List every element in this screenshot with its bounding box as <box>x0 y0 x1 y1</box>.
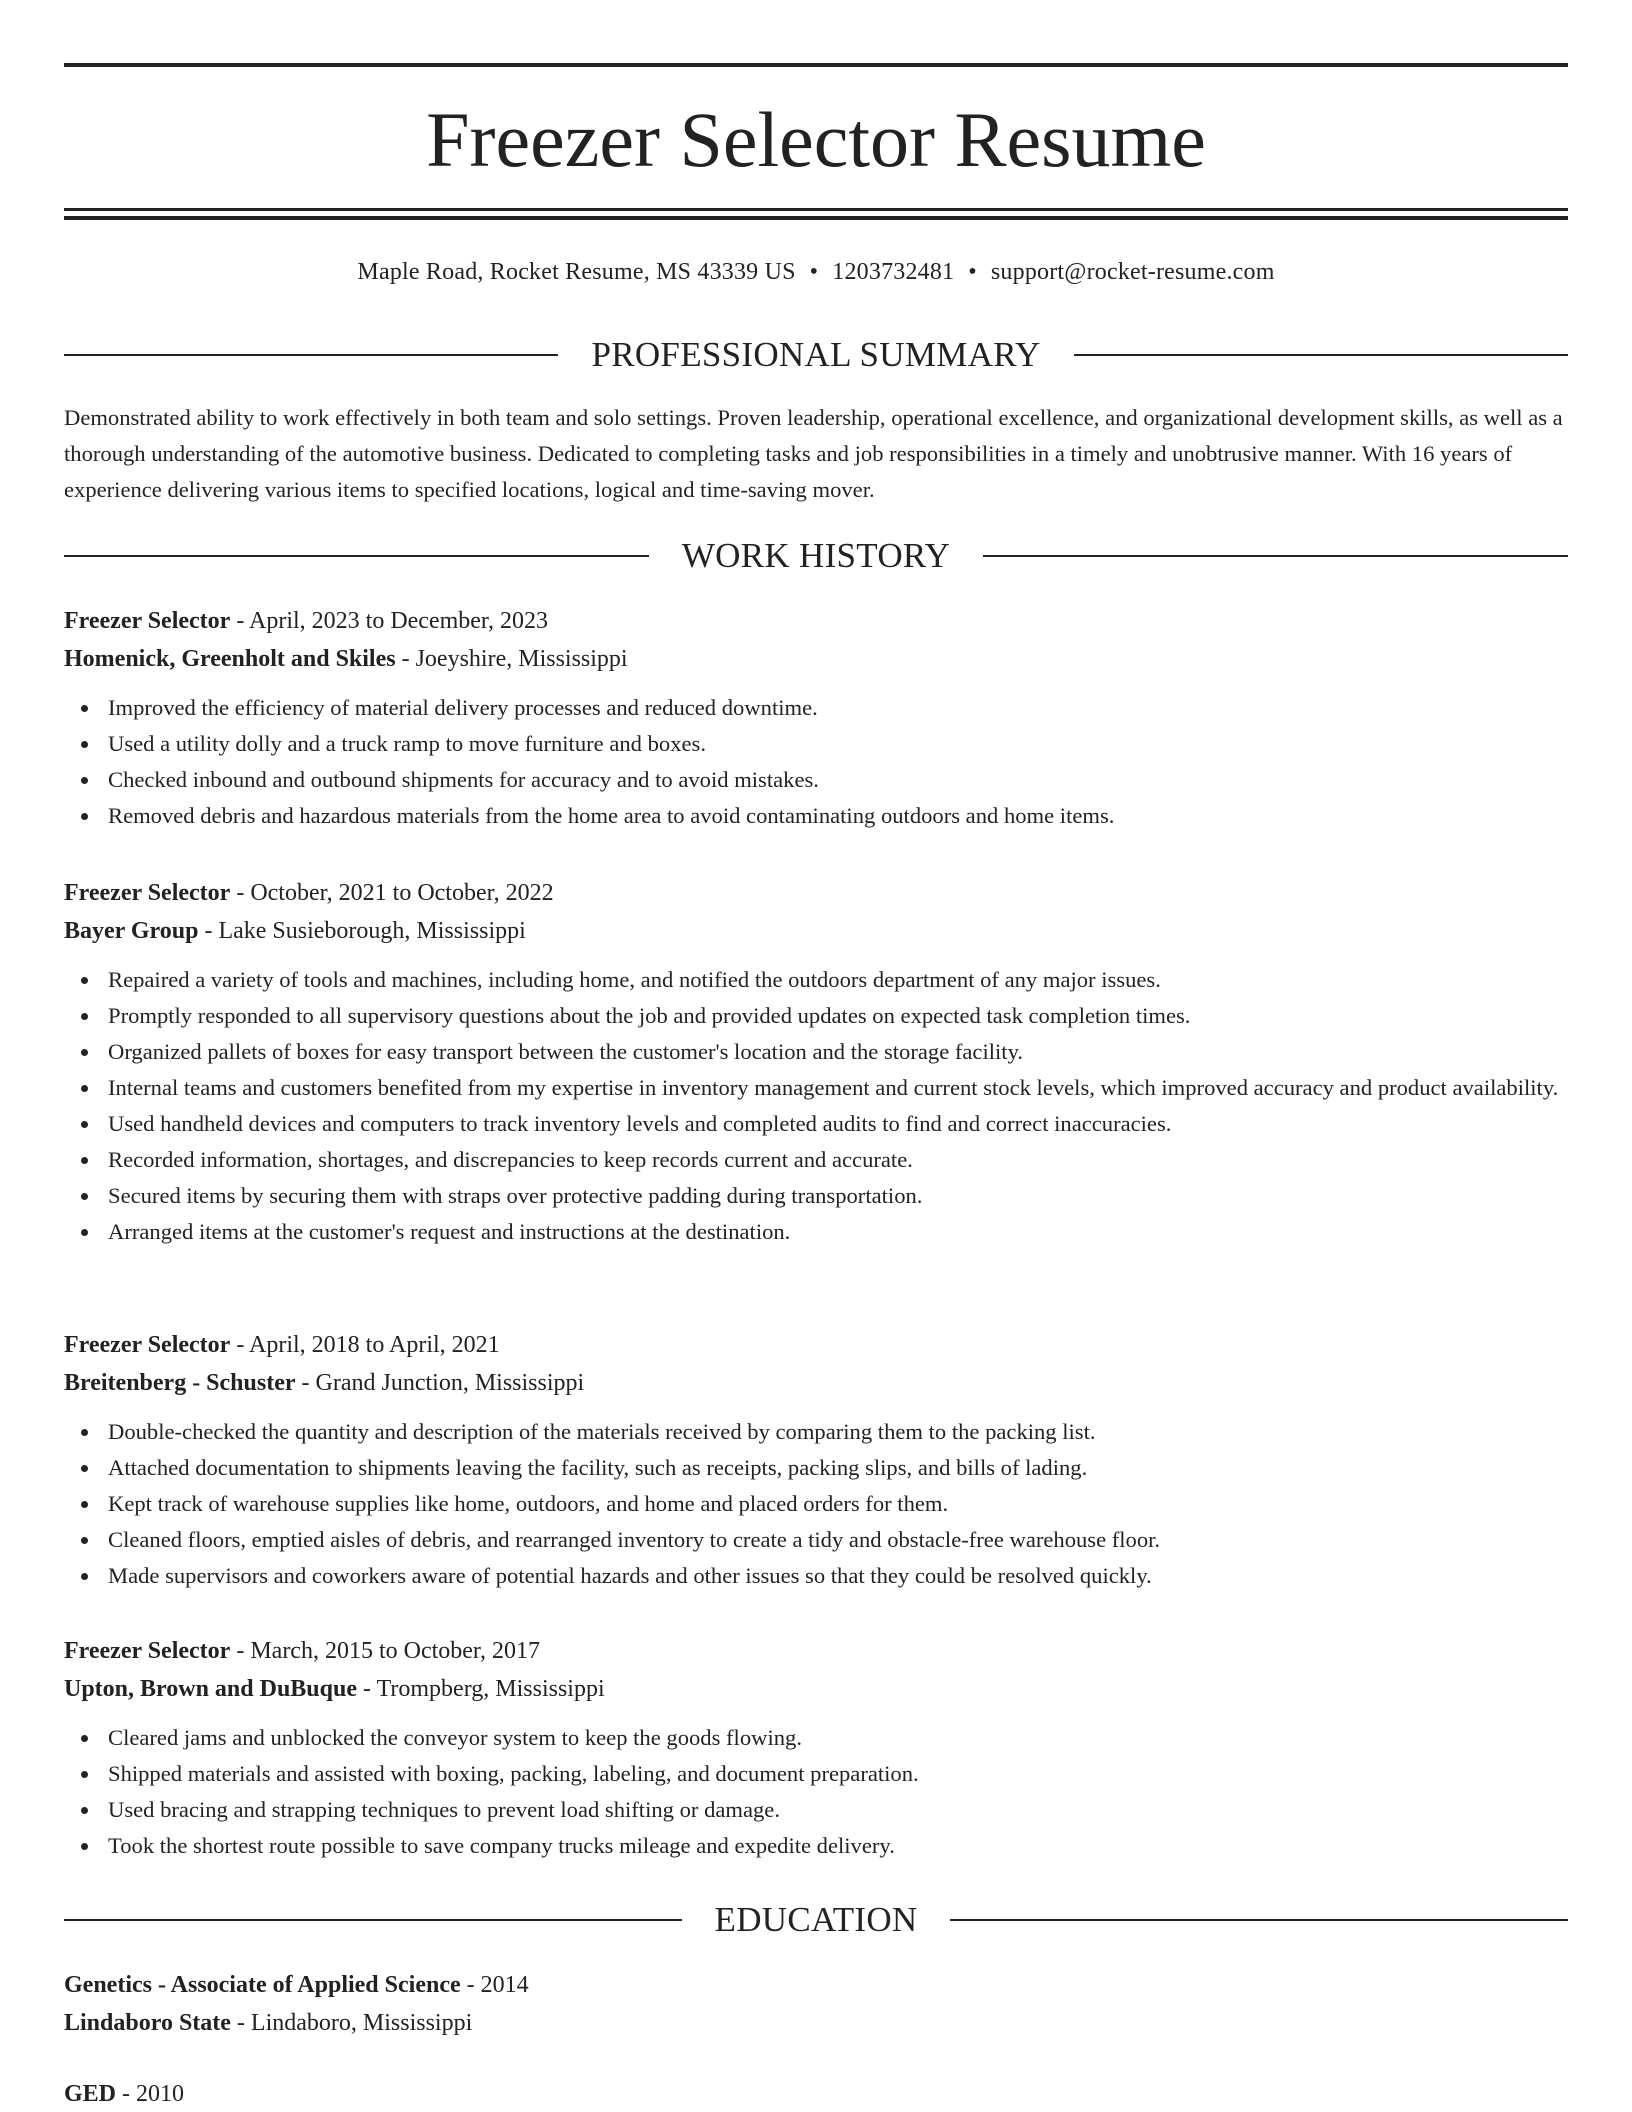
heading-rule <box>983 555 1568 557</box>
education-school-line <box>64 2004 1568 2042</box>
job-title-line <box>64 602 1568 640</box>
title-double-rule <box>64 208 1568 220</box>
section-heading-summary <box>64 335 1568 375</box>
job-entry <box>64 1632 1568 1864</box>
job-bullets <box>64 1414 1568 1594</box>
education-entry <box>64 1966 1568 2042</box>
contact-line <box>64 256 1568 288</box>
job-bullet: Double-checked the quantity and description of the materials received by comparing them to the packing list. <box>64 1414 1568 1450</box>
job-company: Homenick, Greenholt and Skiles <box>64 646 396 672</box>
job-dates: - October, 2021 to October, 2022 <box>230 880 554 906</box>
job-title: Freezer Selector <box>64 1638 231 1664</box>
contact-separator: • <box>968 259 977 285</box>
job-bullet: Internal teams and customers benefited from my expertise in inventory management and current stock levels, which improved accuracy and product availability. <box>64 1070 1568 1106</box>
job-entry <box>64 1326 1568 1594</box>
job-bullet: Removed debris and hazardous materials from the home area to avoid contaminating outdoors and home items. <box>64 798 1568 834</box>
job-bullet: Kept track of warehouse supplies like home, outdoors, and home and placed orders for them. <box>64 1486 1568 1522</box>
job-bullets <box>64 690 1568 834</box>
heading-rule <box>64 555 649 557</box>
resume-title: Freezer Selector Resume <box>426 96 1206 183</box>
job-bullet: Used bracing and strapping techniques to prevent load shifting or damage. <box>64 1792 1568 1828</box>
section-heading-education <box>64 1900 1568 1940</box>
education-year: - 2014 <box>460 1972 529 1998</box>
education-school: Lindaboro State <box>64 2010 231 2036</box>
job-title-line <box>64 1632 1568 1670</box>
heading-rule <box>64 354 558 356</box>
education-year: - 2010 <box>116 2081 185 2107</box>
heading-rule <box>64 1919 682 1921</box>
education-degree-line <box>64 2075 1568 2112</box>
contact-address: Maple Road, Rocket Resume, MS 43339 US <box>357 259 796 285</box>
job-title-line <box>64 874 1568 912</box>
job-bullet: Cleaned floors, emptied aisles of debris, and rearranged inventory to create a tidy and obstacle-free warehouse floor. <box>64 1522 1568 1558</box>
contact-phone: 1203732481 <box>832 259 955 285</box>
job-dates: - March, 2015 to October, 2017 <box>230 1638 540 1664</box>
heading-rule <box>1074 354 1568 356</box>
heading-rule <box>950 1919 1568 1921</box>
job-bullet: Repaired a variety of tools and machines, including home, and notified the outdoors department of any major issues. <box>64 962 1568 998</box>
job-entry <box>64 874 1568 1250</box>
job-bullet: Cleared jams and unblocked the conveyor system to keep the goods flowing. <box>64 1720 1568 1756</box>
job-title: Freezer Selector <box>64 1332 231 1358</box>
education-entry <box>64 2075 1568 2112</box>
job-entry <box>64 602 1568 834</box>
job-company-line <box>64 912 1568 950</box>
top-rule <box>64 63 1568 67</box>
job-location: - Trompberg, Mississippi <box>357 1676 605 1702</box>
section-title: EDUCATION <box>714 1900 918 1939</box>
job-bullet: Used handheld devices and computers to track inventory levels and completed audits to find and correct inaccuracies. <box>64 1106 1568 1142</box>
section-title: PROFESSIONAL SUMMARY <box>591 335 1041 374</box>
job-bullet: Made supervisors and coworkers aware of potential hazards and other issues so that they could be resolved quickly. <box>64 1558 1568 1594</box>
job-title-line <box>64 1326 1568 1364</box>
job-location: - Lake Susieborough, Mississippi <box>198 918 526 944</box>
job-company-line <box>64 640 1568 678</box>
job-company-line <box>64 1364 1568 1402</box>
job-bullet: Checked inbound and outbound shipments for accuracy and to avoid mistakes. <box>64 762 1568 798</box>
education-degree: GED <box>64 2081 117 2107</box>
job-company: Bayer Group <box>64 918 199 944</box>
job-bullet: Organized pallets of boxes for easy transport between the customer's location and the storage facility. <box>64 1034 1568 1070</box>
job-bullets <box>64 962 1568 1250</box>
job-company-line <box>64 1670 1568 1708</box>
job-location: - Joeyshire, Mississippi <box>395 646 628 672</box>
contact-email: support@rocket-resume.com <box>990 259 1275 285</box>
job-bullet: Secured items by securing them with straps over protective padding during transportation. <box>64 1178 1568 1214</box>
contact-separator: • <box>809 259 819 285</box>
section-heading-work-history <box>64 536 1568 576</box>
education-location: - Lindaboro, Mississippi <box>230 2010 473 2036</box>
job-dates: - April, 2023 to December, 2023 <box>230 608 548 634</box>
job-bullet: Took the shortest route possible to save company trucks mileage and expedite delivery. <box>64 1828 1568 1864</box>
job-bullet: Recorded information, shortages, and discrepancies to keep records current and accurate. <box>64 1142 1568 1178</box>
job-location: - Grand Junction, Mississippi <box>295 1370 585 1396</box>
job-bullet: Attached documentation to shipments leaving the facility, such as receipts, packing slips, and bills of lading. <box>64 1450 1568 1486</box>
job-bullet: Improved the efficiency of material delivery processes and reduced downtime. <box>64 690 1568 726</box>
job-bullet: Promptly responded to all supervisory questions about the job and provided updates on expected task completion times. <box>64 998 1568 1034</box>
job-title: Freezer Selector <box>64 608 231 634</box>
job-bullet: Arranged items at the customer's request and instructions at the destination. <box>64 1214 1568 1250</box>
summary-text: Demonstrated ability to work effectively in both team and solo settings. Proven leadership, operational excellence, and organizational development skills, as well as a thorough understanding of the automotive business. Dedicated to completing tasks and job responsibilities in a timely and unobtrusive manner. With 16 years of experience delivering various items to specified locations, logical and time-saving mover. <box>64 405 1563 502</box>
education-degree-line <box>64 1966 1568 2004</box>
education-degree: Genetics - Associate of Applied Science <box>64 1972 461 1998</box>
job-company: Breitenberg - Schuster <box>64 1370 296 1396</box>
job-title: Freezer Selector <box>64 880 231 906</box>
job-bullet: Used a utility dolly and a truck ramp to move furniture and boxes. <box>64 726 1568 762</box>
job-bullets <box>64 1720 1568 1864</box>
job-dates: - April, 2018 to April, 2021 <box>230 1332 500 1358</box>
job-bullet: Shipped materials and assisted with boxing, packing, labeling, and document preparation. <box>64 1756 1568 1792</box>
section-title: WORK HISTORY <box>681 536 951 575</box>
job-company: Upton, Brown and DuBuque <box>64 1676 358 1702</box>
